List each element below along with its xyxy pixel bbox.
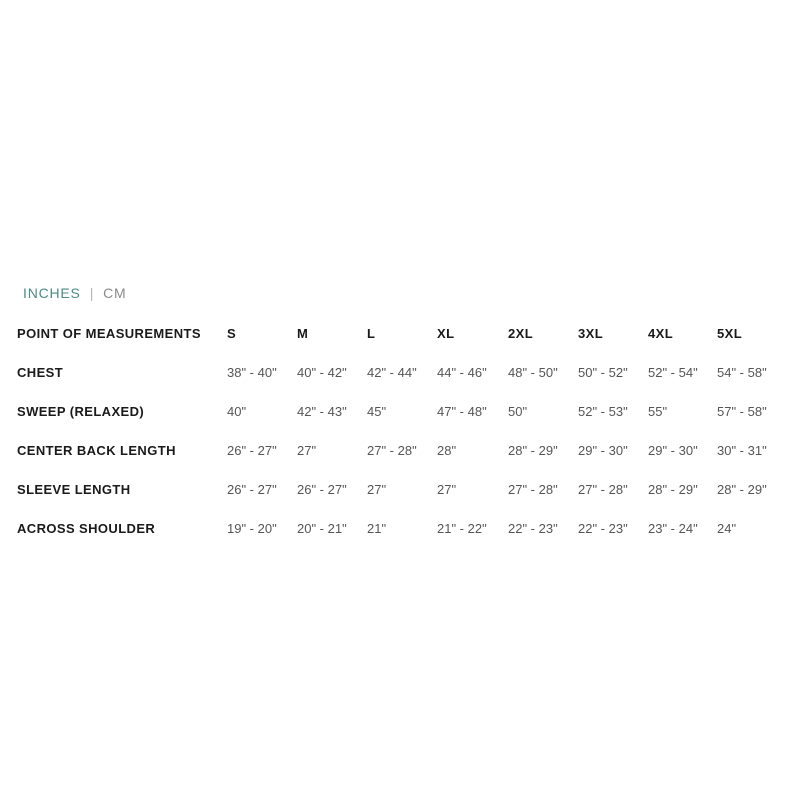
size-header: 5XL <box>717 326 743 341</box>
table-row <box>17 353 787 392</box>
table-cell: 23" - 24" <box>648 521 698 536</box>
table-cell: 24" <box>717 521 737 536</box>
table-cell: 40" - 42" <box>297 365 347 380</box>
size-header: M <box>297 326 309 341</box>
table-cell: 57" - 58" <box>717 404 767 419</box>
table-cell: 27" - 28" <box>578 482 628 497</box>
size-chart-table <box>17 314 787 548</box>
row-label: SWEEP (RELAXED) <box>17 404 145 419</box>
unit-cm-tab[interactable]: CM <box>103 285 127 301</box>
table-cell: 42" - 44" <box>367 365 417 380</box>
table-cell: 30" - 31" <box>717 443 767 458</box>
row-label: ACROSS SHOULDER <box>17 521 156 536</box>
table-row <box>17 470 787 509</box>
table-cell: 22" - 23" <box>508 521 558 536</box>
table-cell: 28" - 29" <box>508 443 558 458</box>
size-header: XL <box>437 326 455 341</box>
table-cell: 55" <box>648 404 668 419</box>
table-cell: 27" <box>367 482 387 497</box>
table-cell: 27" - 28" <box>508 482 558 497</box>
unit-inches-tab[interactable]: INCHES <box>23 285 81 301</box>
table-header-row <box>17 314 787 353</box>
table-cell: 29" - 30" <box>648 443 698 458</box>
table-cell: 52" - 54" <box>648 365 698 380</box>
table-cell: 28" - 29" <box>648 482 698 497</box>
table-cell: 52" - 53" <box>578 404 628 419</box>
unit-separator: | <box>89 285 95 301</box>
table-cell: 54" - 58" <box>717 365 767 380</box>
table-cell: 26" - 27" <box>297 482 347 497</box>
table-cell: 48" - 50" <box>508 365 558 380</box>
table-cell: 27" <box>297 443 317 458</box>
table-row <box>17 431 787 470</box>
table-cell: 26" - 27" <box>227 443 277 458</box>
table-cell: 50" - 52" <box>578 365 628 380</box>
row-label: CHEST <box>17 365 64 380</box>
table-cell: 28" - 29" <box>717 482 767 497</box>
size-header: 2XL <box>508 326 534 341</box>
table-cell: 21" <box>367 521 387 536</box>
table-cell: 40" <box>227 404 247 419</box>
table-cell: 38" - 40" <box>227 365 277 380</box>
table-cell: 45" <box>367 404 387 419</box>
header-measurement-label: POINT OF MEASUREMENTS <box>17 326 201 341</box>
table-cell: 47" - 48" <box>437 404 487 419</box>
table-cell: 44" - 46" <box>437 365 487 380</box>
table-cell: 27" <box>437 482 457 497</box>
table-cell: 27" - 28" <box>367 443 417 458</box>
table-cell: 28" <box>437 443 457 458</box>
table-cell: 22" - 23" <box>578 521 628 536</box>
table-cell: 21" - 22" <box>437 521 487 536</box>
size-header: S <box>227 326 237 341</box>
row-label: SLEEVE LENGTH <box>17 482 131 497</box>
size-header: 4XL <box>648 326 674 341</box>
table-cell: 29" - 30" <box>578 443 628 458</box>
table-row <box>17 509 787 548</box>
table-cell: 42" - 43" <box>297 404 347 419</box>
size-header: L <box>367 326 376 341</box>
row-label: CENTER BACK LENGTH <box>17 443 176 458</box>
table-cell: 26" - 27" <box>227 482 277 497</box>
unit-toggle <box>23 285 127 301</box>
table-cell: 50" <box>508 404 528 419</box>
table-row <box>17 392 787 431</box>
table-cell: 20" - 21" <box>297 521 347 536</box>
table-cell: 19" - 20" <box>227 521 277 536</box>
size-header: 3XL <box>578 326 604 341</box>
